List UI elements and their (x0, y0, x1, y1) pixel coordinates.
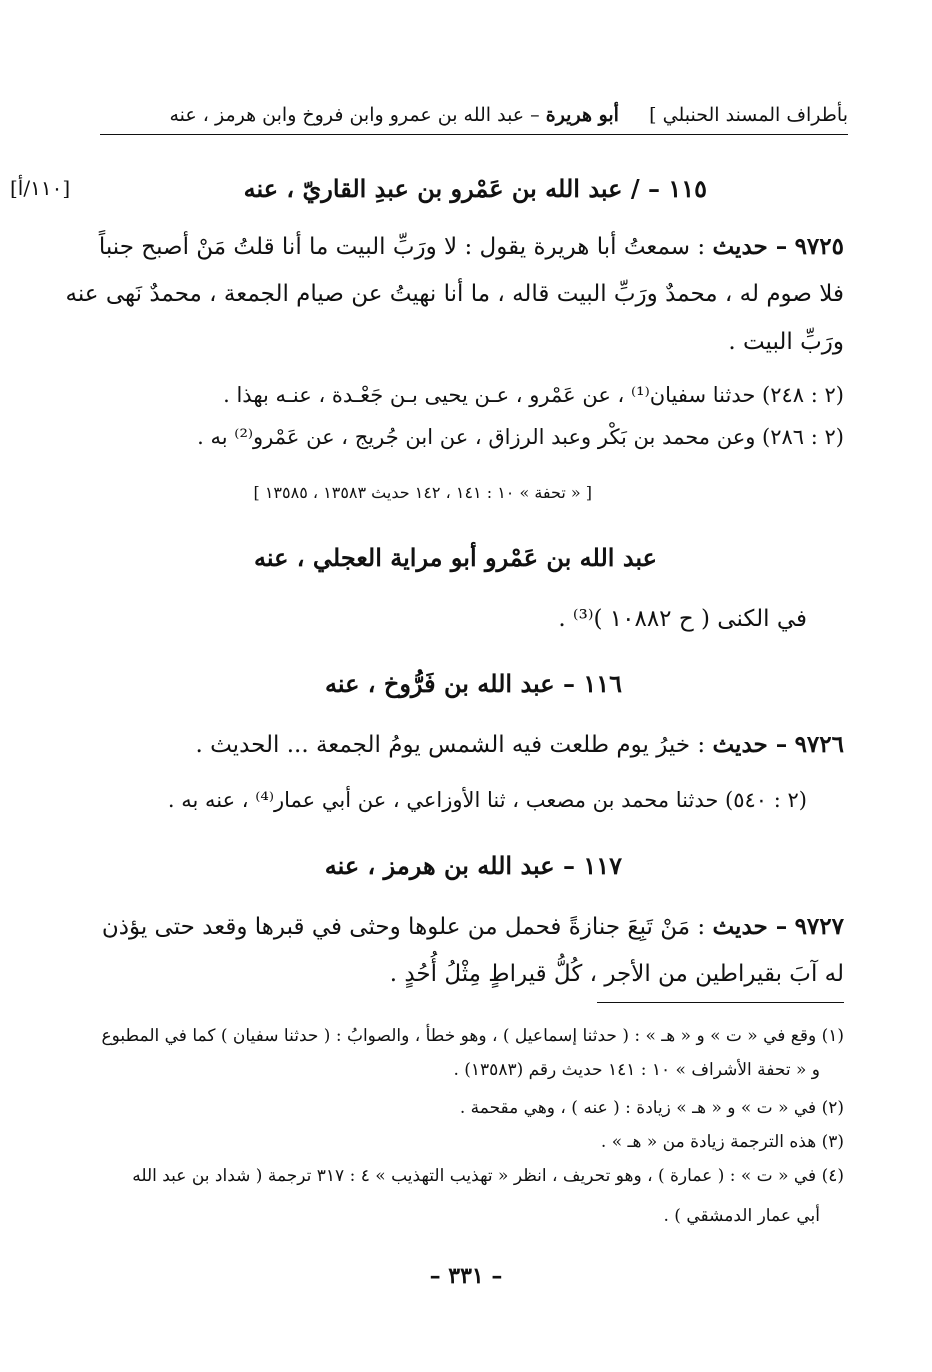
footnote-4-line1: (٤) في « ت » : ( عمارة ) ، وهو تحريف ، انظر « تهذيب التهذيب » ٤ : ٣١٧ ترجمة ( شداد بن عبد الله (132, 1166, 844, 1186)
header-book: بأطراف المسند الحنبلي ] (649, 104, 848, 126)
footnote-3: (٣) هذه الترجمة زيادة من « هـ » . (600, 1132, 844, 1152)
page-number: – ٣٣١ – (429, 1263, 503, 1289)
hadith-9726 (195, 720, 844, 770)
isnad-286: (٢ : ٢٨٦) وعن محمد بن بَكْر وعبد الرزاق ، عن ابن جُريج ، عن عَمْرو⁽²⁾ به . (197, 425, 844, 449)
hadith-number: ٩٧٢٥ (794, 233, 844, 260)
section-117-title: ١١٧ – عبد الله بن هرمز ، عنه (324, 851, 622, 880)
tuhfa-reference: [ « تحفة » ١٠ : ١٤١ ، ١٤٢ حديث ١٣٥٨٣ ، ١٣٥٨٥ ] (253, 483, 592, 502)
hadith-label: – حديث (712, 731, 788, 758)
hadith-9727-line1 (102, 902, 844, 952)
hadith-label: – حديث (712, 233, 788, 260)
section-ajli-title: عبد الله بن عَمْرو أبو مراية العجلي ، عنه (253, 543, 657, 572)
isnad-248: (٢ : ٢٤٨) حدثنا سفيان⁽¹⁾ ، عن عَمْرو ، عـن يحيى بـن جَعْـدة ، عنـه بهذا . (223, 383, 844, 407)
hadith-9725-line1 (99, 222, 844, 272)
hadith-9727-line2: له آبَ بقيراطين من الأجر ، كُلُّ قيراطٍ مِثْلُ أُحُدٍ . (389, 961, 844, 987)
footnote-separator (597, 1002, 844, 1003)
footnote-1-line2: و « تحفة الأشراف » ١٠ : ١٤١ حديث رقم (١٣٥٨٣) . (453, 1060, 820, 1080)
hadith-text: : سمعتُ أبا هريرة يقول : لا ورَبِّ البيت ما أنا قلتُ مَنْ أصبح جنباً (98, 234, 706, 260)
hadith-9725-line3: ورَبِّ البيت . (728, 329, 844, 355)
folio-mark: [١١٠/أ] (10, 176, 71, 200)
footnote-1-line1: (١) وقع في « ت » و « هـ » : ( حدثنا إسماعيل ) ، وهو خطأ ، والصوابُ : ( حدثنا سفيان ) كما في المطبوع (101, 1026, 844, 1046)
hadith-text: : خيرُ يوم طلعت فيه الشمس يومُ الجمعة ... الحديث . (195, 732, 706, 758)
hadith-label: – حديث (712, 913, 788, 940)
hadith-number: ٩٧٢٧ (794, 913, 844, 940)
hadith-number: ٩٧٢٦ (794, 731, 844, 758)
footnote-2: (٢) في « ت » و « هـ » زيادة : ( عنه ) ، وهي مقحمة . (459, 1098, 844, 1118)
section-116-title: ١١٦ – عبد الله بن فَرُّوخ ، عنه (324, 669, 622, 698)
isnad-540: (٢ : ٥٤٠) حدثنا محمد بن مصعب ، ثنا الأوزاعي ، عن أبي عمار⁽⁴⁾ ، عنه به . (167, 788, 807, 812)
header-book-title (170, 104, 849, 126)
section-115-title: ١١٥ – / عبد الله بن عَمْرو بن عبدِ القاريّ ، عنه (243, 174, 707, 203)
header-narrator: أبو هريرة (545, 104, 619, 126)
kuna-reference: في الكنى ( ح ١٠٨٨٢ )⁽³⁾ . (558, 606, 807, 632)
hadith-text: : مَنْ تَبِعَ جنازةً فحمل من علوها وحثى في قبرها وقعد حتى يؤذن (101, 914, 706, 940)
running-header (100, 100, 848, 135)
hadith-9725-line2: فلا صوم له ، محمدٌ ورَبِّ البيت قاله ، ما أنا نهيتُ عن صيام الجمعة ، محمدٌ نَهى عنه (65, 281, 844, 307)
footnote-4-line2: أبي عمار الدمشقي ) . (663, 1206, 820, 1226)
header-rest: – عبد الله بن عمرو وابن فروخ وابن هرمز ، عنه (169, 104, 540, 126)
